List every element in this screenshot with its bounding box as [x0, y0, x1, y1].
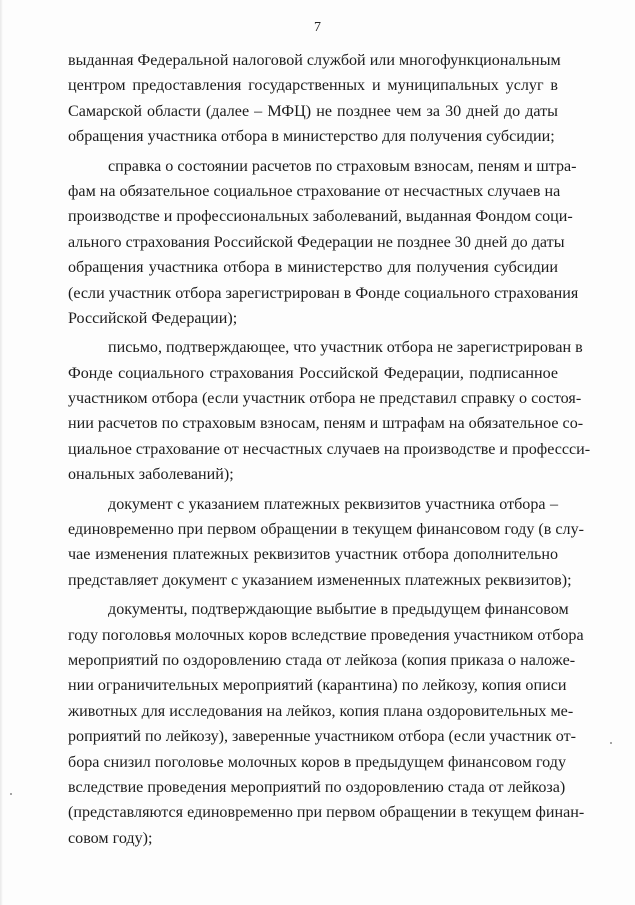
text-line: письмо, подтверждающее, что участник отбора не зарегистрирован в	[108, 339, 583, 357]
text-line: обращения участника отбора в министерство для получения субсидии;	[68, 128, 555, 146]
text-line: роприятий по лейкозу), заверенные участником отбора (если участник от-	[68, 728, 577, 746]
text-line: ональных заболеваний);	[68, 466, 234, 484]
text-line: животных для исследования на лейкоз, копия плана оздоровительных ме-	[68, 702, 574, 720]
text-line: фам на обязательное социальное страхование от несчастных случаев на	[68, 182, 561, 200]
scan-speck	[610, 742, 612, 744]
text-line: справка о состоянии расчетов по страховым взносам, пеням и штра-	[108, 157, 577, 175]
text-line: вследствие проведения мероприятий по оздоровлению стада от лейкоза)	[68, 778, 566, 796]
paragraph	[68, 48, 561, 150]
text-line: документы, подтверждающие выбытие в предыдущем финансовом	[108, 601, 569, 619]
text-line: единовременно при первом обращении в текущем финансовом году (в слу-	[68, 521, 584, 539]
text-line: центром предоставления государственных и муниципальных услуг в	[68, 77, 558, 95]
page-number: 7	[314, 20, 321, 35]
text-line: производстве и профессиональных заболеваний, выданная Фондом соци-	[68, 208, 573, 226]
text-line: нии ограничительных мероприятий (карантина) по лейкозу, копия описи	[68, 677, 567, 695]
scan-speck	[10, 793, 12, 795]
text-line: мероприятий по оздоровлению стада от лейкоза (копия приказа о наложе-	[68, 651, 576, 669]
text-line: ального страхования Российской Федерации не позднее 30 дней до даты	[68, 233, 565, 251]
paragraph	[68, 597, 585, 851]
text-line: обращения участника отбора в министерство для получения субсидии	[68, 259, 558, 277]
document-body	[68, 48, 591, 851]
text-line: документ с указанием платежных реквизитов участника отбора –	[108, 495, 558, 513]
paragraph	[68, 154, 579, 332]
text-line: Самарской области (далее – МФЦ) не позднее чем за 30 дней до даты	[68, 102, 558, 120]
paragraph	[68, 335, 591, 487]
text-line: Фонде социального страхования Российской Федерации, подписанное	[68, 364, 558, 382]
text-line: (если участник отбора зарегистрирован в Фонде социального страхования	[68, 284, 579, 302]
text-line: бора снизил поголовье молочных коров в предыдущем финансовом году	[68, 753, 567, 771]
paragraph	[68, 492, 584, 594]
text-line: году поголовья молочных коров вследствие проведения участником отбора	[68, 626, 584, 644]
scan-edge-shadow	[0, 0, 3, 905]
text-line: нии расчетов по страховым взносам, пеням и штрафам на обязательное со-	[68, 415, 584, 433]
text-line: участником отбора (если участник отбора не представил справку о состоя-	[68, 390, 582, 408]
text-line: выданная Федеральной налоговой службой или многофункциональным	[68, 52, 561, 69]
text-line: (представляются единовременно при первом обращении в текущем финан-	[68, 804, 585, 822]
text-line: Российской Федерации);	[68, 309, 238, 327]
text-line: чае изменения платежных реквизитов участник отбора дополнительно	[68, 546, 558, 564]
text-line: представляет документ с указанием измененных платежных реквизитов);	[68, 571, 572, 589]
text-line: циальное страхование от несчастных случаев на производстве и профессси-	[68, 440, 591, 458]
text-line: совом году);	[68, 829, 153, 847]
